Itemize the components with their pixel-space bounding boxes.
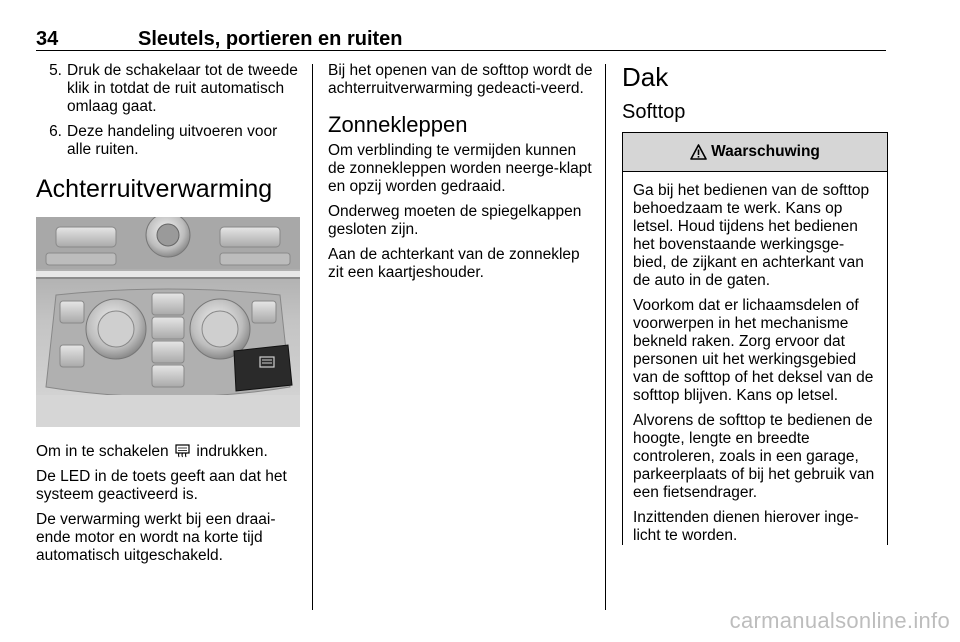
chapter-title: Sleutels, portieren en ruiten bbox=[138, 28, 403, 50]
warning-paragraph: Alvorens de softtop te bedienen de hoogte, lengte en breedte controleren, zoals in een garage, parkeerplaats of bij het gebruik van een fietsendrager. bbox=[633, 412, 875, 501]
column-divider-1 bbox=[312, 64, 313, 610]
step-text: Druk de schakelaar tot de tweede klik in totdat de ruit automatisch omlaag gaat. bbox=[67, 62, 298, 115]
page-number: 34 bbox=[36, 28, 59, 50]
warning-paragraph: Ga bij het bedienen van de softtop behoedzaam te werk. Kans op letsel. Houd tijdens het bedienen het bovenstaande werkingsge-bied, de zijkant en achterkant van de auto in de gaten. bbox=[633, 182, 870, 289]
paragraph-led: De LED in de toets geeft aan dat het systeem geactiveerd is. bbox=[36, 468, 287, 503]
watermark-logo: carmanualsonline.info bbox=[729, 608, 950, 633]
page-header bbox=[36, 24, 886, 50]
step-number: 5. bbox=[49, 62, 62, 79]
step-item bbox=[36, 62, 300, 116]
climate-control-panel-photo bbox=[36, 217, 300, 427]
column-right bbox=[622, 62, 886, 552]
paragraph-turn-on bbox=[36, 443, 300, 461]
paragraph-softtop-deactivation: Bij het openen van de softtop wordt de achterruitverwarming gedeacti-veerd. bbox=[328, 62, 593, 97]
header-divider bbox=[36, 50, 886, 51]
warning-triangle-icon bbox=[690, 144, 707, 160]
paragraph-mirror-covers: Onderweg moeten de spiegelkappen gesloten zijn. bbox=[328, 203, 582, 238]
paragraph-engine: De verwarming werkt bij een draai-ende motor en wordt na korte tijd automatisch uitgeschakeld. bbox=[36, 511, 276, 564]
warning-title: Waarschuwing bbox=[711, 143, 820, 160]
step-item bbox=[36, 123, 300, 159]
warning-paragraph: Inzittenden dienen hierover inge-licht te worden. bbox=[633, 509, 859, 544]
step-text: Deze handeling uitvoeren voor alle ruiten. bbox=[67, 123, 278, 158]
heading-roof: Dak bbox=[622, 62, 669, 92]
paragraph-glare: Om verblinding te vermijden kunnen de zonnekleppen worden neerge-klapt en opzij worden gedraaid. bbox=[328, 142, 592, 195]
warning-header bbox=[623, 133, 887, 172]
step-number: 6. bbox=[49, 123, 62, 140]
heading-softtop: Softtop bbox=[622, 101, 686, 123]
paragraph-ticket-holder: Aan de achterkant van de zonneklep zit een kaartjeshouder. bbox=[328, 246, 580, 281]
warning-paragraph: Voorkom dat er lichaamsdelen of voorwerpen in het mechanisme bekneld raken. Zorg ervoor dat personen uit het werkingsgebied van de softtop of het deksel van de softtop blijven. Kans op letsel. bbox=[633, 297, 874, 404]
column-divider-2 bbox=[605, 64, 606, 610]
warning-box bbox=[622, 132, 888, 545]
heading-sun-visors: Zonnekleppen bbox=[328, 112, 468, 137]
rear-window-heater-icon bbox=[175, 444, 190, 458]
turn-on-text-before: Om in te schakelen bbox=[36, 443, 169, 460]
column-middle bbox=[328, 62, 594, 289]
warning-body bbox=[623, 172, 887, 545]
column-left bbox=[36, 62, 300, 572]
section-title-rear-window-heating: Achterruitverwarming bbox=[36, 175, 273, 203]
turn-on-text-after: indrukken. bbox=[196, 443, 268, 460]
